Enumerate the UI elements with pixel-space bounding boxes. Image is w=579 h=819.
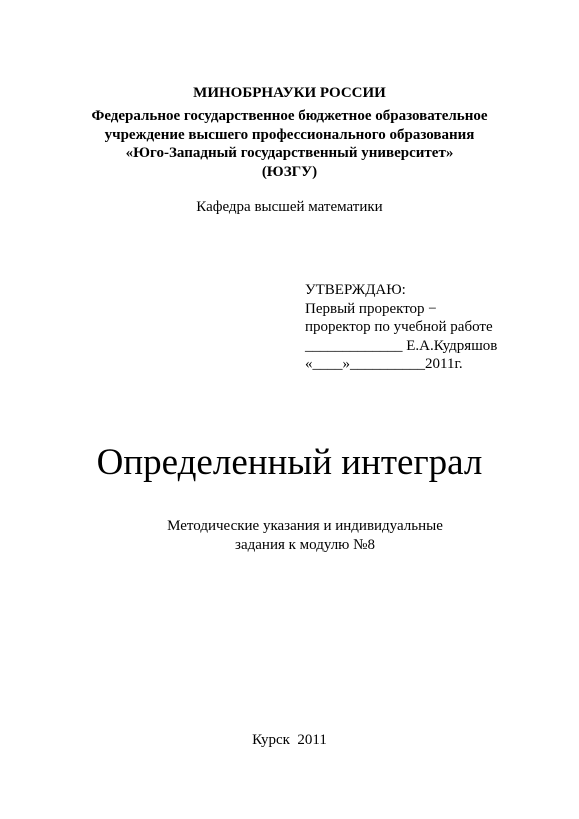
approval-date-line: «____»__________2011г. <box>305 356 463 372</box>
approval-line-3: проректор по учебной работе <box>305 319 493 335</box>
subtitle-line-2: задания к модулю №8 <box>235 536 375 553</box>
department-name: Кафедра высшей математики <box>196 199 383 215</box>
organization-name <box>0 107 579 181</box>
organization-line-2: учреждение высшего профессионального образования <box>104 126 475 143</box>
approval-line-2: Первый проректор − <box>305 300 437 317</box>
document-title: Определенный интеграл <box>96 442 483 483</box>
city-year: Курск 2011 <box>252 732 327 748</box>
organization-line-4: (ЮЗГУ) <box>261 163 318 180</box>
ministry-heading: МИНОБРНАУКИ РОССИИ <box>193 85 386 101</box>
approval-block <box>305 281 497 374</box>
organization-line-3: «Юго-Западный государственный университет» <box>125 145 454 161</box>
approval-signature-line: _____________ Е.А.Кудряшов <box>305 337 498 354</box>
approval-line-1: УТВЕРЖДАЮ: <box>305 282 406 298</box>
subtitle-line-1: Методические указания и индивидуальные <box>167 518 443 534</box>
document-subtitle <box>160 517 450 554</box>
organization-line-1: Федеральное государственное бюджетное образовательное <box>91 108 488 124</box>
